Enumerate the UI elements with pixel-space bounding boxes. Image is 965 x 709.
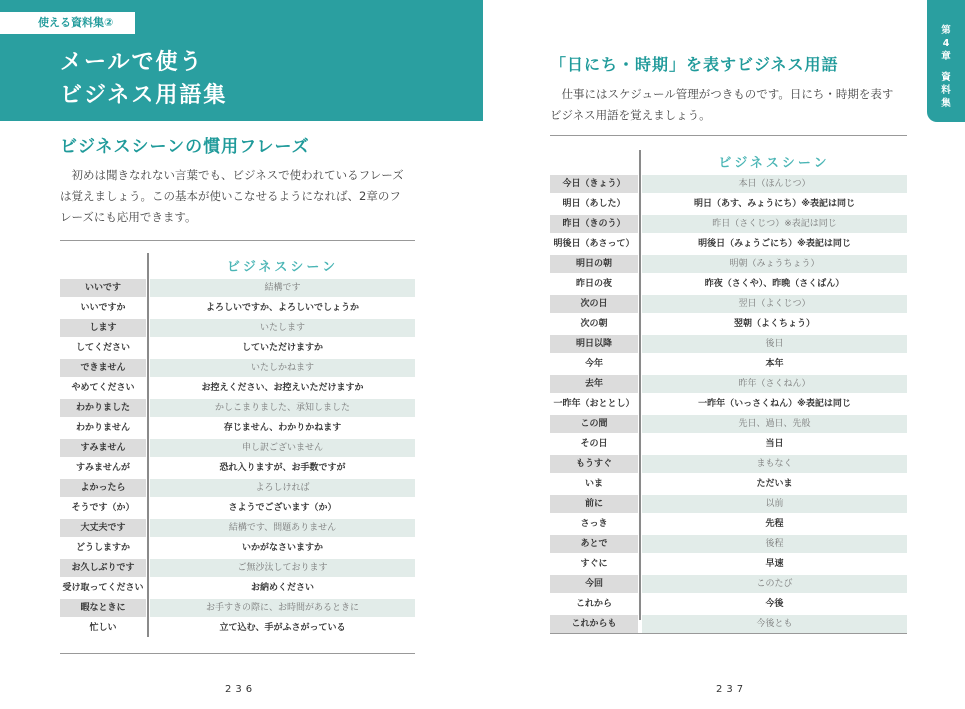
business-term: 一昨年（いっさくねん）※表記は同じ	[698, 399, 851, 409]
plain-term: わかりません	[75, 423, 130, 433]
business-term: このたび	[642, 575, 907, 593]
table-row	[60, 318, 415, 338]
intro-text	[550, 84, 910, 126]
plain-term: いいです	[60, 279, 146, 297]
plain-term: 明後日（あさって）	[553, 239, 635, 249]
plain-term: 今日（きょう）	[550, 175, 638, 193]
plain-term: すみません	[60, 439, 146, 457]
plain-term: 昨日（きのう）	[550, 215, 638, 233]
plain-term: いま	[584, 479, 603, 489]
table-row	[60, 418, 415, 438]
business-term: 翌朝（よくちょう）	[733, 319, 815, 329]
table-row	[550, 434, 907, 454]
chapter-char: 集	[941, 98, 951, 109]
table-row	[60, 438, 415, 458]
table-row	[550, 214, 907, 234]
table-row	[60, 598, 415, 618]
date-term-table	[550, 174, 907, 634]
table-row	[550, 314, 907, 334]
table-row	[550, 174, 907, 194]
business-term: ただいま	[756, 479, 793, 489]
chapter-tab	[927, 0, 965, 122]
page-title	[60, 46, 227, 112]
plain-term: 受け取ってください	[62, 583, 144, 593]
table-row	[550, 274, 907, 294]
plain-term: 今回	[550, 575, 638, 593]
plain-term: この間	[550, 415, 638, 433]
table-row	[60, 458, 415, 478]
plain-term: 昨日の夜	[575, 279, 612, 289]
table-row	[550, 514, 907, 534]
business-term: 後日	[642, 335, 907, 353]
business-term: していただけますか	[241, 343, 323, 353]
chapter-char: 章	[941, 51, 951, 62]
column-header: ビジネスシーン	[718, 156, 830, 171]
business-term: よろしいですか、よろしいでしょうか	[205, 303, 359, 313]
right-page	[483, 0, 965, 709]
business-term: 昨日（さくじつ）※表記は同じ	[642, 215, 907, 233]
business-term: 今後	[765, 599, 784, 609]
plain-term: 忙しい	[89, 623, 117, 633]
table-top-rule	[60, 240, 415, 241]
business-term: まもなく	[642, 455, 907, 473]
business-term: 昨年（さくねん）	[642, 375, 907, 393]
phrase-table	[60, 278, 415, 638]
table-row	[550, 454, 907, 474]
table-row	[550, 374, 907, 394]
business-term: 今後とも	[642, 615, 907, 633]
table-row	[550, 294, 907, 314]
table-row	[550, 394, 907, 414]
table-top-rule	[550, 135, 907, 136]
table-row	[550, 554, 907, 574]
business-term: 申し訳ございません	[150, 439, 415, 457]
table-row	[550, 194, 907, 214]
plain-term: できません	[60, 359, 146, 377]
business-term: 結構です	[150, 279, 415, 297]
business-term: 昨夜（さくや）、昨晩（さくばん）	[704, 279, 845, 289]
plain-term: よかったら	[60, 479, 146, 497]
table-row	[550, 534, 907, 554]
plain-term: 明日の朝	[550, 255, 638, 273]
business-term: 本日（ほんじつ）	[642, 175, 907, 193]
column-header: ビジネスシーン	[226, 260, 339, 275]
chapter-char	[927, 63, 965, 71]
plain-term: どうしますか	[75, 543, 130, 553]
page-title-line-2: ビジネス用語集	[60, 83, 228, 108]
plain-term: 次の朝	[580, 319, 608, 329]
business-term: 存じません、わかりかねます	[223, 423, 342, 433]
business-term: 以前	[642, 495, 907, 513]
business-term: 後程	[642, 535, 907, 553]
business-term: 立て込む、手がふさがっている	[219, 623, 346, 633]
plain-term: あとで	[550, 535, 638, 553]
business-term: 翌日（よくじつ）	[642, 295, 907, 313]
section-heading: 「日にち・時期」を表すビジネス用語	[550, 55, 839, 74]
plain-term: その日	[580, 439, 608, 449]
table-row	[550, 494, 907, 514]
table-row	[550, 254, 907, 274]
table-bottom-rule	[550, 633, 907, 634]
plain-term: 暇なときに	[60, 599, 146, 617]
business-term: お納めください	[250, 583, 314, 593]
business-term: 先日、過日、先般	[642, 415, 907, 433]
business-term: 明後日（みょうごにち）※表記は同じ	[698, 239, 851, 249]
business-term: 早速	[765, 559, 784, 569]
intro-line: は覚えましょう。この基本が使いこなせるようになれば、2章のフ	[60, 189, 401, 203]
table-row	[60, 618, 415, 638]
page-title-line-1: メールで使う	[60, 50, 204, 75]
table-row	[60, 558, 415, 578]
business-term: 先程	[765, 519, 784, 529]
plain-term: してください	[75, 343, 130, 353]
table-row	[550, 354, 907, 374]
table-row	[60, 358, 415, 378]
page-number: 237	[716, 684, 748, 695]
table-row	[60, 298, 415, 318]
plain-term: すみませんが	[75, 463, 130, 473]
business-term: ご無沙汰しております	[150, 559, 415, 577]
table-row	[550, 574, 907, 594]
table-row	[60, 518, 415, 538]
table-bottom-rule	[60, 653, 415, 654]
business-term: さようでございます（か）	[228, 503, 337, 513]
plain-term: 次の日	[550, 295, 638, 313]
plain-term: 今年	[584, 359, 603, 369]
plain-term: お久しぶりです	[60, 559, 146, 577]
business-term: 本年	[765, 359, 784, 369]
table-row	[60, 338, 415, 358]
plain-term: これからも	[550, 615, 638, 633]
table-row	[550, 414, 907, 434]
business-term: 結構です、問題ありません	[150, 519, 415, 537]
business-term: いたします	[150, 319, 415, 337]
chapter-char: 4	[942, 38, 950, 49]
table-row	[60, 278, 415, 298]
chapter-char: 第	[941, 25, 951, 36]
table-row	[60, 498, 415, 518]
table-row	[550, 234, 907, 254]
table-row	[60, 478, 415, 498]
chapter-label	[927, 24, 965, 110]
plain-term: 一昨年（おととし）	[553, 399, 635, 409]
plain-term: 明日以降	[550, 335, 638, 353]
plain-term: やめてください	[71, 383, 135, 393]
section-tag: 使える資料集②	[0, 12, 135, 34]
table-row	[550, 474, 907, 494]
intro-line: レーズにも応用できます。	[60, 210, 197, 224]
plain-term: いいですか	[80, 303, 126, 313]
business-term: お手すきの際に、お時間があるときに	[150, 599, 415, 617]
plain-term: 前に	[550, 495, 638, 513]
plain-term: すぐに	[580, 559, 608, 569]
intro-line: 初めは聞きなれない言葉でも、ビジネスで使われているフレーズ	[60, 168, 404, 182]
table-row	[60, 578, 415, 598]
plain-term: します	[60, 319, 146, 337]
plain-term: 去年	[550, 375, 638, 393]
intro-text	[60, 165, 420, 228]
plain-term: 明日（あした）	[562, 199, 626, 209]
table-row	[60, 398, 415, 418]
business-term: いかがなさいますか	[241, 543, 323, 553]
business-term: 当日	[765, 439, 784, 449]
table-row	[60, 538, 415, 558]
table-row	[60, 378, 415, 398]
intro-line: 仕事にはスケジュール管理がつきものです。日にち・時期を表す	[550, 87, 894, 101]
business-term: 明日（あす、みょうにち）※表記は同じ	[693, 199, 856, 209]
table-row	[550, 614, 907, 634]
chapter-char: 資	[941, 72, 951, 83]
business-term: よろしければ	[150, 479, 415, 497]
business-term: かしこまりました、承知しました	[150, 399, 415, 417]
chapter-char: 料	[941, 85, 951, 96]
business-term: 明朝（みょうちょう）	[642, 255, 907, 273]
plain-term: これから	[575, 599, 612, 609]
business-term: お控えください、お控えいただけますか	[201, 383, 364, 393]
business-term: いたしかねます	[150, 359, 415, 377]
plain-term: そうです（か）	[71, 503, 135, 513]
plain-term: わかりました	[60, 399, 146, 417]
plain-term: さっき	[580, 519, 608, 529]
table-row	[550, 594, 907, 614]
plain-term: もうすぐ	[550, 455, 638, 473]
section-heading: ビジネスシーンの慣用フレーズ	[60, 137, 310, 157]
intro-line: ビジネス用語を覚えましょう。	[550, 108, 711, 122]
plain-term: 大丈夫です	[60, 519, 146, 537]
business-term: 恐れ入りますが、お手数ですが	[219, 463, 346, 473]
table-row	[550, 334, 907, 354]
page-number: 236	[225, 684, 257, 695]
